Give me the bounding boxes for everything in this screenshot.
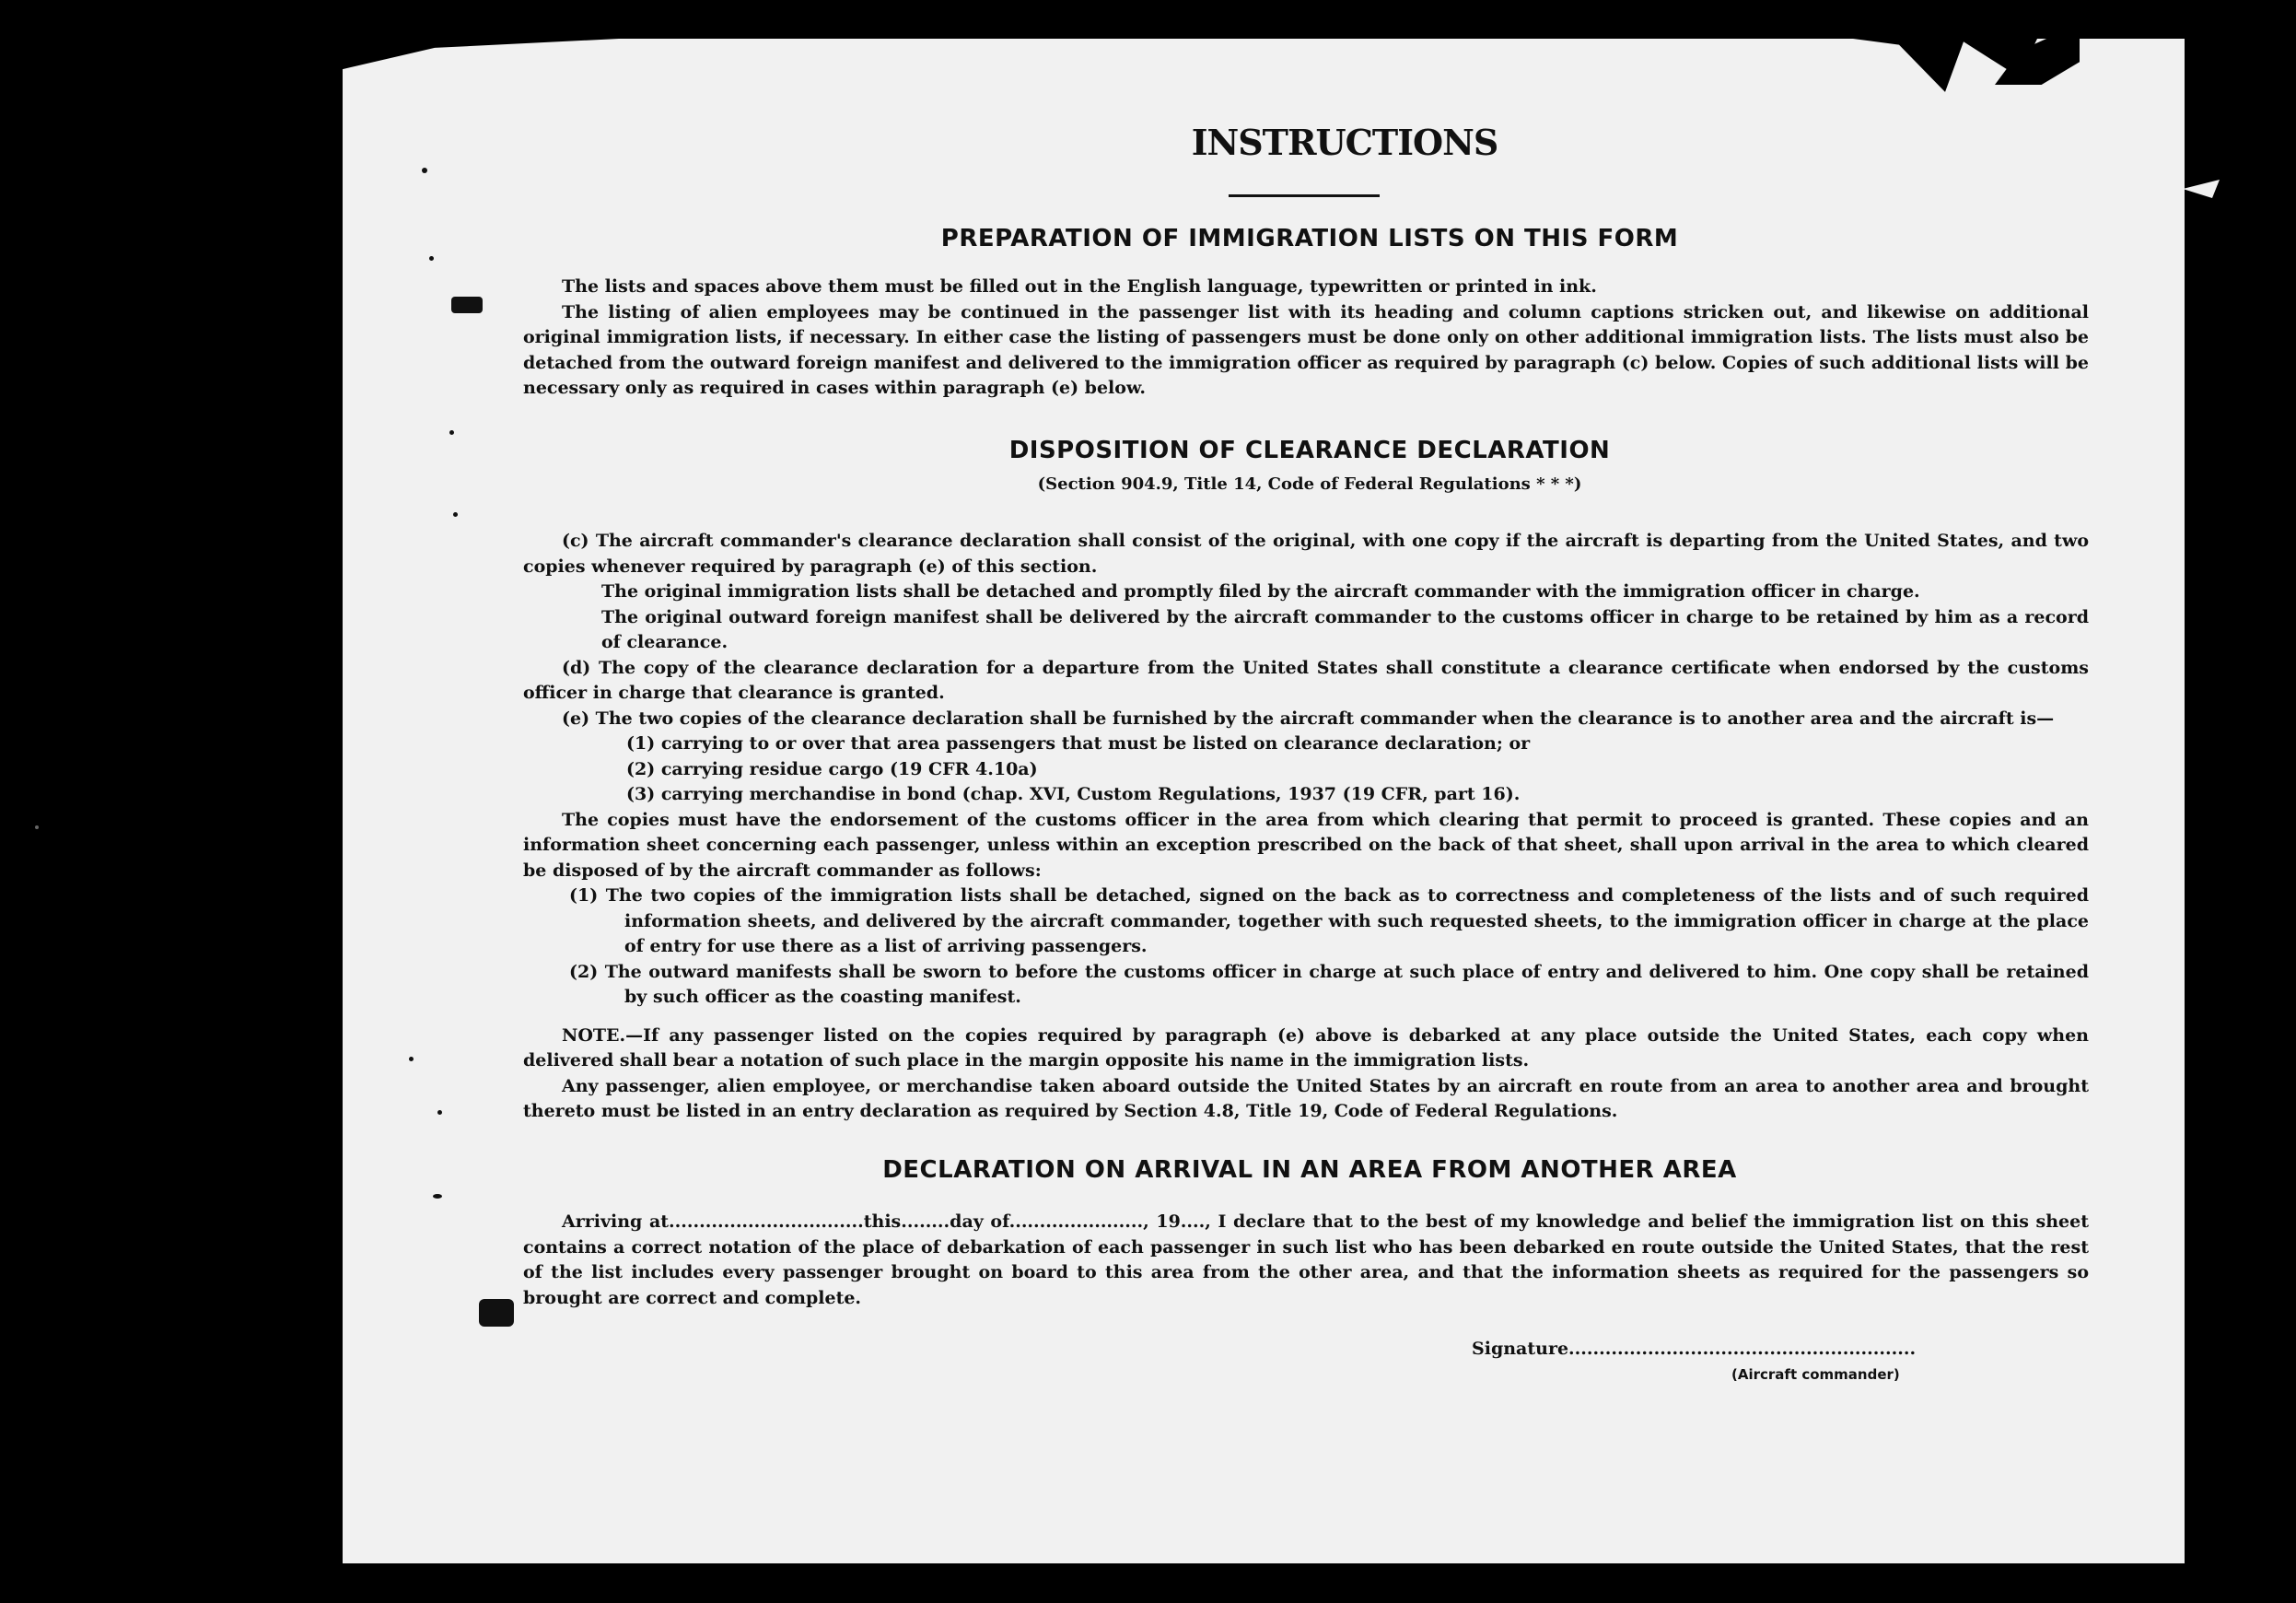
paragraph-f1: (1) The two copies of the immigration lists shall be detached, signed on the back as to correctness and completeness of the lists and of such required information sheets, and delivered by the aircraft commander, together with such requested sheets, to the immigration officer in charge at the place of entry for use there as a list of arriving passengers. [569, 885, 2089, 956]
paragraph-f2: (2) The outward manifests shall be sworn to before the customs officer in charge at such place of entry and delivered to him. One copy shall be retained by such officer as the coasting manifest. [569, 961, 2089, 1007]
paragraph-c1: The original immigration lists shall be detached and promptly filed by the aircraft commander with the immigration officer in charge. [601, 581, 1920, 602]
signature-line: Signature......................................................... [1472, 1339, 1917, 1359]
paragraph-d: (d) The copy of the clearance declaration for a departure from the United States shall constitute a clearance certificate when endorsed by the customs officer in charge that clearance is granted. [523, 657, 2089, 703]
paragraph-c: (c) The aircraft commander's clearance declaration shall consist of the original, with one copy if the aircraft is departing from the United States, and two copies whenever required by paragraph (e) of this section. [523, 531, 2089, 577]
paragraph: The listing of alien employees may be continued in the passenger list with its heading and column captions stricken out, and likewise on additional original immigration lists, if necessary. In either case the listing of passengers must be done only on other additional immigration lists. The lists must also be detached from the outward foreign manifest and delivered to the immigration officer as required by paragraph (c) below. Copies of such additional lists will be necessary only as required in cases within paragraph (e) below. [523, 301, 2089, 398]
signature-caption: (Aircraft commander) [1731, 1366, 1900, 1383]
title-rule [1229, 194, 1380, 197]
paragraph-e3: (3) carrying merchandise in bond (chap. XVI, Custom Regulations, 1937 (19 CFR, part 16). [626, 784, 1521, 804]
paragraph-copies: The copies must have the endorsement of the customs officer in the area from which clearing that permit to proceed is granted. These copies and an information sheet concerning each passenger, unless within an exception prescribed on the back of that sheet, shall upon arrival in the area to which cleared be disposed of by the aircraft commander as follows: [523, 809, 2089, 881]
margin-mark [451, 297, 483, 313]
paragraph-e2: (2) carrying residue cargo (19 CFR 4.10a) [626, 758, 1038, 779]
section-body-declaration [523, 1210, 2089, 1311]
margin-dot [437, 1110, 442, 1115]
margin-dot [35, 825, 39, 829]
section-heading-declaration: DECLARATION ON ARRIVAL IN AN AREA FROM ANOTHER AREA [882, 1156, 1737, 1184]
paragraph-c2: The original outward foreign manifest shall be delivered by the aircraft commander to the customs officer in charge to be retained by him as a record of clearance. [601, 606, 2089, 652]
margin-dot [453, 512, 458, 517]
section-body-disposition [523, 529, 2089, 1125]
margin-dot [422, 168, 427, 173]
declaration-text: Arriving at................................this........day of......................, 19...., I declare that to the best of my knowledge and belief the immigration list on this sheet contains a correct notation of the place of debarkation of each passenger in such list who has been debarked en route outside the United States, that the rest of the list includes every passenger brought on board to this area from the other area, and that the information sheets as required for the passengers so brought are correct and complete. [523, 1211, 2089, 1308]
margin-dot [429, 256, 434, 261]
margin-mark [479, 1299, 514, 1327]
page-title: INSTRUCTIONS [1191, 122, 1498, 163]
section-heading-preparation: PREPARATION OF IMMIGRATION LISTS ON THIS FORM [940, 225, 1679, 252]
paragraph: The lists and spaces above them must be filled out in the English language, typewritten or printed in ink. [562, 276, 1597, 297]
paragraph-note: NOTE.—If any passenger listed on the copies required by paragraph (e) above is debarked at any place outside the United States, each copy when delivered shall bear a notation of such place in the margin opposite his name in the immigration lists. [523, 1024, 2089, 1071]
paragraph-any: Any passenger, alien employee, or merchandise taken aboard outside the United States by an aircraft en route from an area to another area and brought thereto must be listed in an entry declaration as required by Section 4.8, Title 19, Code of Federal Regulations. [523, 1075, 2089, 1121]
margin-dot [449, 430, 454, 435]
section-heading-disposition: DISPOSITION OF CLEARANCE DECLARATION [1008, 437, 1611, 464]
margin-dot [409, 1057, 414, 1061]
margin-dot [433, 1194, 442, 1199]
section-body-preparation [523, 275, 2089, 402]
paragraph-e: (e) The two copies of the clearance declaration shall be furnished by the aircraft commander when the clearance is to another area and the aircraft is— [562, 708, 2055, 729]
section-subheading: (Section 904.9, Title 14, Code of Federal Regulations * * *) [1037, 474, 1582, 494]
tear-notch [2183, 180, 2220, 198]
paragraph-e1: (1) carrying to or over that area passengers that must be listed on clearance declaration; or [626, 733, 1531, 754]
